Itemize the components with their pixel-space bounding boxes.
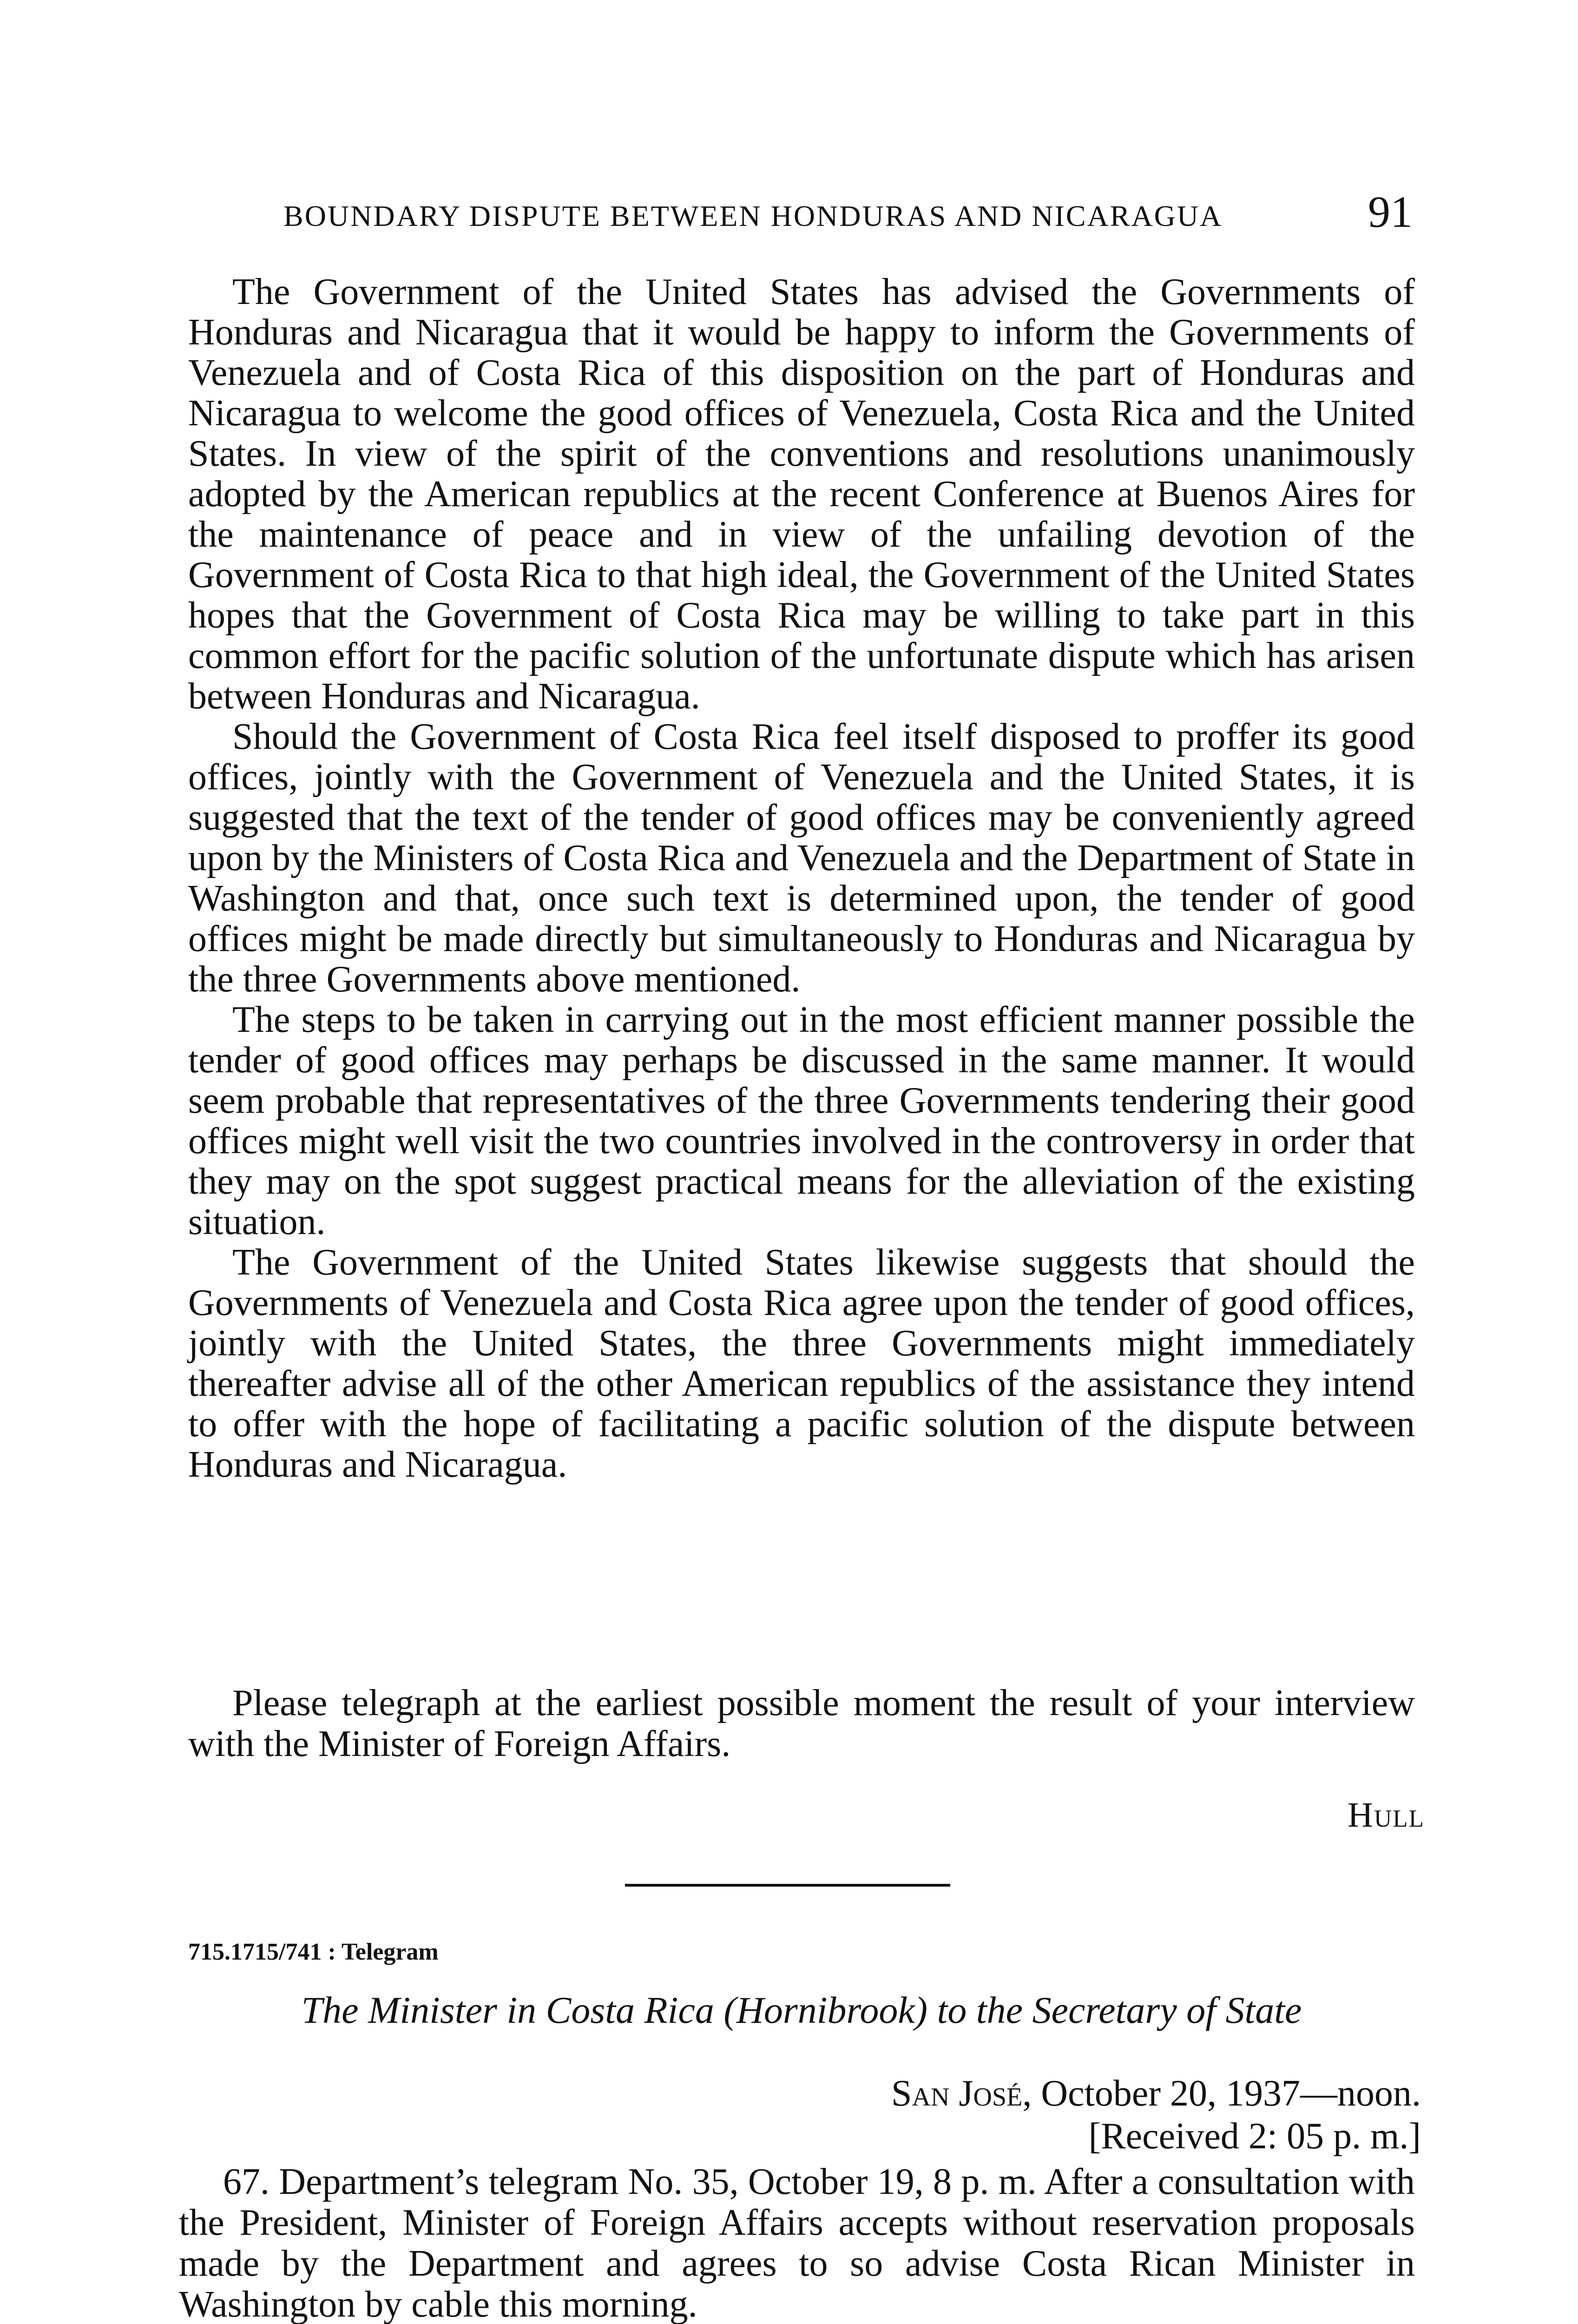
running-title: BOUNDARY DISPUTE BETWEEN HONDURAS AND NICARAGUA xyxy=(283,199,1223,232)
dateline-place: San José, xyxy=(891,2073,1032,2114)
dateline xyxy=(891,2072,1421,2158)
dateline-date: October 20, 1937—noon. xyxy=(1041,2073,1421,2114)
body-paragraph: Should the Government of Costa Rica feel itself disposed to proffer its good offices, jointly with the Government of Venezuela and the United States, it is suggested that the text of the tender of good offices may be conveniently agreed upon by the Ministers of Costa Rica and Venezuela and the Department of State in Washington and that, once such text is determined upon, the tender of good offices might be made directly but simultaneously to Honduras and Nicaragua by the three Governments above mentioned. xyxy=(188,716,1415,1000)
section-divider xyxy=(625,1884,950,1887)
telegram-body xyxy=(179,2161,1415,2324)
body-paragraph: The Government of the United States has advised the Governments of Honduras and Nicaragua that it would be happy to inform the Governments of Venezuela and of Costa Rica of this disposition on the part of Honduras and Nicaragua to welcome the good offices of Venezuela, Costa Rica and the United States. In view of the spirit of the conventions and resolutions unanimously adopted by the American republics at the recent Conference at Buenos Aires for the maintenance of peace and in view of the unfailing devotion of the Government of Costa Rica to that high ideal, the Government of the United States hopes that the Government of Costa Rica may be willing to take part in this common effort for the pacific solution of the unfortunate dispute which has arisen between Honduras and Nicaragua. xyxy=(188,271,1415,717)
body-paragraph: The Government of the United States likewise suggests that should the Governments of Venezuela and Costa Rica agree upon the tender of good offices, jointly with the United States, the three Governments might immediately thereafter advise all of the other American republics of the assistance they intend to offer with the hope of facilitating a pacific solution of the dispute between Honduras and Nicaragua. xyxy=(188,1242,1415,1485)
file-reference: 715.1715/741 : Telegram xyxy=(188,1939,439,1965)
hull-signature: Hull xyxy=(1348,1796,1425,1835)
body-paragraph: The steps to be taken in carrying out in the most efficient manner possible the tender of good offices may perhaps be discussed in the same manner. It would seem probable that representatives of the three Governments tendering their good offices might well visit the two countries involved in the controversy in order that they may on the spot suggest practical means for the alleviation of the existing situation. xyxy=(188,999,1415,1242)
running-head xyxy=(283,186,1413,242)
letter-body xyxy=(188,272,1415,1485)
document-title: The Minister in Costa Rica (Hornibrook) to the Secretary of State xyxy=(301,1989,1302,2031)
received-time: [Received 2: 05 p. m.] xyxy=(1088,2116,1421,2157)
closing-section xyxy=(188,1683,1415,1764)
telegram-text: 67. Department’s telegram No. 35, October 19, 8 p. m. After a consultation with the President, Minister of Foreign Affairs accepts without reservation proposals made by the Department and agrees to so advise Costa Rican Minister in Washington by cable this morning. xyxy=(179,2161,1415,2324)
page-number: 91 xyxy=(1368,187,1413,237)
closing-paragraph: Please telegraph at the earliest possible moment the result of your interview with the Minister of Foreign Affairs. xyxy=(188,1683,1415,1764)
dateline-place-date xyxy=(891,2072,1421,2115)
